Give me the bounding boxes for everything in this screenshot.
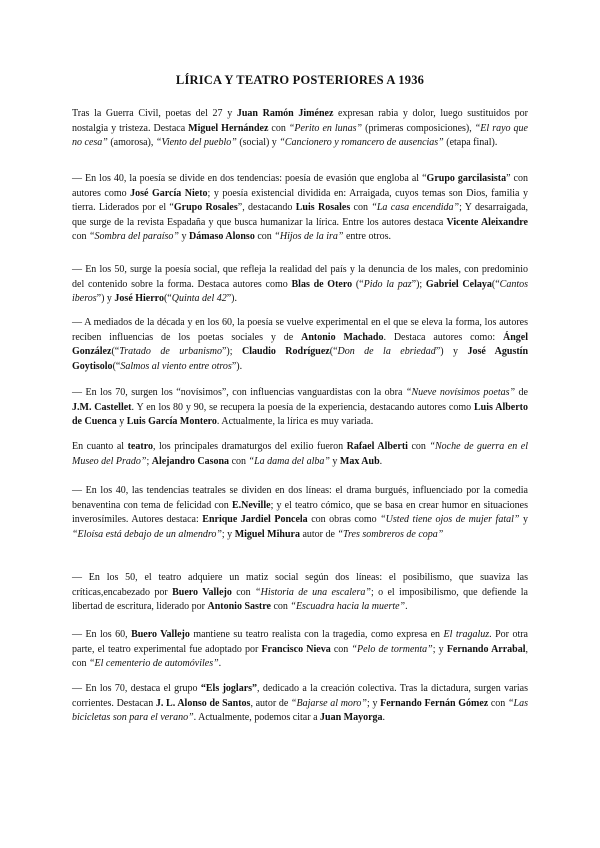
text-run: , autor de <box>250 697 291 709</box>
text-run: (etapa final). <box>443 137 498 149</box>
bold-run: Claudio Rodríguez <box>241 346 330 358</box>
italic-run: “Eloísa está debajo de un almendro” <box>72 528 222 540</box>
text-run: (primeras composiciones), <box>362 122 475 134</box>
text-run: ”) y <box>435 346 468 358</box>
text-run: ”); <box>411 278 426 290</box>
text-run: ; o el imposibilismo, que defiende la libertad de escritura, liderado por <box>72 586 528 613</box>
text-run: . Por otra parte, el teatro experimental fue adoptado por <box>72 629 528 655</box>
italic-run: Tratado de urbanismo <box>119 346 222 358</box>
bold-run: “Els joglars” <box>200 683 258 694</box>
bold-run: Fernando Fernán Gómez <box>380 697 489 709</box>
text-run: . Actualmente, podemos citar a <box>193 712 321 724</box>
italic-run: Pido la paz <box>363 278 412 290</box>
bold-run: Francisco Nieva <box>261 643 331 655</box>
text-run: y <box>116 416 127 428</box>
italic-run: “Escuadra hacia la muerte” <box>290 601 406 613</box>
italic-run: “El rayo que no cesa” <box>72 122 528 149</box>
text-run: con <box>330 643 352 655</box>
italic-run: “Perito en lunas” <box>288 122 363 134</box>
bold-run: J.M. Castellet <box>72 401 132 413</box>
italic-run: “Tres sombreros de copa” <box>337 528 444 540</box>
text-run: . Actualmente, la lírica es muy variada. <box>216 416 374 428</box>
bold-run: Vicente Aleixandre <box>446 216 528 228</box>
text-run: con <box>72 231 89 243</box>
bold-run: José Agustín Goytisolo <box>72 346 529 372</box>
text-run: Tras la Guerra Civil, poetas del 27 y <box>72 108 237 119</box>
page-title: LÍRICA Y TEATRO POSTERIORES A 1936 <box>175 73 425 87</box>
text-run: con <box>488 697 508 709</box>
text-run: . Y en los 80 y 90, se recupera la poesía de la experiencia, destacando autores como <box>131 401 475 413</box>
italic-run: “Viento del pueblo” <box>155 137 237 149</box>
italic-run: “Nueve novísimos poetas” <box>405 387 516 398</box>
text-run: — En los 60, <box>72 629 132 640</box>
text-run: mantiene su teatro realista con la tragedia, como expresa en <box>189 629 444 640</box>
bold-run: Luis Alberto de Cuenca <box>72 401 528 428</box>
text-run: ; <box>146 455 152 467</box>
italic-run: “Hijos de la ira” <box>274 231 344 243</box>
italic-run: Salmos al viento entre otros <box>120 360 232 372</box>
paragraph-poetry-60s <box>72 316 528 374</box>
italic-run: El tragaluz <box>443 629 490 640</box>
text-run: . <box>382 712 386 724</box>
italic-run: “La dama del alba” <box>248 455 330 467</box>
text-run: , dedicado a la creación colectiva. Tras la dictadura, surgen varias corrientes. Destacan <box>72 683 528 709</box>
text-run: ; y el teatro cómico, que se basa en crear humor en situaciones inverosímiles. Autores destaca: <box>72 499 528 526</box>
bold-run: E.Neville <box>231 499 271 511</box>
bold-run: Buero Vallejo <box>131 629 190 640</box>
text-run: y <box>178 231 189 243</box>
text-run: ”). <box>226 293 238 305</box>
text-run: — En los 50, el teatro adquiere un matiz social según dos líneas: el posibilismo, que suaviza las críticas,encabezado por <box>72 572 528 598</box>
bold-run: Alejandro Casona <box>151 455 230 467</box>
text-run: (“ <box>329 346 338 358</box>
italic-run: Don de la ebriedad <box>337 346 436 358</box>
italic-run: Cantos iberos <box>72 278 528 305</box>
bold-run: Antonio Sastre <box>207 601 271 613</box>
bold-run: Enrique Jardiel Poncela <box>202 514 308 526</box>
text-run: — En los 50, surge la poesía social, que refleja la realidad del país y la denuncia de los males, con predominio del contenido sobre la forma. Destaca autores como <box>72 264 528 290</box>
italic-run: “El cementerio de automóviles” <box>88 658 219 670</box>
bold-run: Luis Rosales <box>295 202 351 214</box>
bold-run: Grupo Rosales <box>173 202 238 214</box>
paragraph-poetry-70s <box>72 386 528 430</box>
paragraph-theatre-70s <box>72 682 528 726</box>
bold-run: J. L. Alonso de Santos <box>155 697 251 709</box>
bold-run: Buero Vallejo <box>172 586 232 598</box>
text-run: con <box>268 122 289 134</box>
text-run: ; Y desarraigada, que surge de la revista Espadaña y que busca humanizar la lírica. Entre los autores destaca <box>72 202 529 228</box>
bold-run: Miguel Mihura <box>234 528 300 540</box>
text-run: ”, destacando <box>237 202 296 214</box>
text-run: y <box>519 514 528 526</box>
text-run: . <box>218 658 222 670</box>
text-run: ; y poesía existencial dividida en: Arraigada, cuyos temas son Dios, familia y tierra. Liderados por el “ <box>72 187 528 214</box>
text-run: ; y <box>367 697 381 709</box>
paragraph-poetry-50s <box>72 263 528 307</box>
text-run: con <box>231 586 256 598</box>
text-run: (“ <box>111 346 120 358</box>
bold-run: Luis García Montero <box>126 416 217 428</box>
text-run: (“ <box>352 278 364 290</box>
italic-run: “Pelo de tormenta” <box>351 643 433 655</box>
paragraph-theatre-40s <box>72 484 528 542</box>
text-run: con <box>270 601 291 613</box>
text-run: — En los 40, la poesía se divide en dos tendencias: poesía de evasión que engloba al “ <box>72 173 427 184</box>
italic-run: “Historia de una escalera” <box>255 586 371 598</box>
text-run: ; y <box>432 643 447 655</box>
italic-run: “La casa encendida” <box>371 202 460 214</box>
text-run: y <box>329 455 340 467</box>
text-run: con obras como <box>307 514 381 526</box>
italic-run: “Sombra del paraíso” <box>88 231 179 243</box>
italic-run: “Las bicicletas son para el verano” <box>72 697 528 724</box>
text-run: (“ <box>491 278 500 290</box>
text-run: — A mediados de la década y en los 60, la poesía se vuelve experimental en el que se eleva la forma, los autores reciben influencias de los poetas sociales y de <box>72 317 528 343</box>
text-run: ”). <box>231 360 243 372</box>
paragraph-theatre-exile <box>72 440 528 469</box>
bold-run: Grupo garcilasista <box>426 173 507 184</box>
text-run: . <box>405 601 408 613</box>
text-run: ” con autores como <box>72 173 528 199</box>
text-run: con <box>350 202 372 214</box>
text-run: (“ <box>163 293 172 305</box>
italic-run: “Usted tiene ojos de mujer fatal” <box>380 514 520 526</box>
bold-run: Rafael Alberti <box>346 441 408 452</box>
text-run: , con <box>72 643 529 670</box>
bold-run: José García Nieto <box>130 187 208 199</box>
text-run: expresan rabia y dolor, luego sustituidos por nostalgia y tristeza. Destaca <box>72 108 528 134</box>
text-run: con <box>229 455 249 467</box>
bold-run: Blas de Otero <box>291 278 353 290</box>
text-run: , los principales dramaturgos del exilio fueron <box>152 441 347 452</box>
paragraph-theatre-50s <box>72 571 528 615</box>
bold-run: teatro <box>127 441 153 452</box>
text-run: . <box>379 455 383 467</box>
bold-run: Gabriel Celaya <box>425 278 492 290</box>
bold-run: Juan Ramón Jiménez <box>236 108 334 119</box>
text-run: En cuanto al <box>72 441 128 452</box>
text-run: (“ <box>112 360 121 372</box>
italic-run: “Cancionero y romancero de ausencias” <box>279 137 444 149</box>
text-run: con <box>407 441 430 452</box>
bold-run: Fernando Arrabal <box>446 643 526 655</box>
text-run: ”); <box>221 346 242 358</box>
paragraph-poetry-40s <box>72 172 528 245</box>
text-run: ; y <box>221 528 235 540</box>
bold-run: Miguel Hernández <box>188 122 269 134</box>
text-run: de <box>515 387 528 398</box>
italic-run: “Noche de guerra en el Museo del Prado” <box>72 441 528 467</box>
paragraph-poetry-postwar <box>72 107 528 151</box>
bold-run: José Hierro <box>114 293 164 305</box>
bold-run: Dámaso Alonso <box>188 231 255 243</box>
italic-run: Quinta del 42 <box>171 293 227 305</box>
text-run: con <box>254 231 275 243</box>
paragraph-theatre-60s <box>72 628 528 672</box>
text-run: (amorosa), <box>107 137 156 149</box>
text-run: entre otros. <box>343 231 391 243</box>
text-run: ”) y <box>96 293 115 305</box>
text-run: — En los 40, las tendencias teatrales se dividen en dos líneas: el drama burgués, influenciado por la comedia benaventina con tema de felicidad con <box>72 485 528 511</box>
text-run: (social) y <box>236 137 280 149</box>
bold-run: Juan Mayorga <box>320 712 383 724</box>
bold-run: Antonio Machado <box>301 331 384 343</box>
text-run: — En los 70, destaca el grupo <box>72 683 201 694</box>
text-run: — En los 70, surgen los “novísimos”, con influencias vanguardistas con la obra <box>72 387 406 398</box>
bold-run: Max Aub <box>339 455 380 467</box>
text-run: autor de <box>299 528 338 540</box>
italic-run: “Bajarse al moro” <box>290 697 367 709</box>
text-run: . Destaca autores como: <box>383 331 503 343</box>
bold-run: Ángel González <box>72 331 528 358</box>
